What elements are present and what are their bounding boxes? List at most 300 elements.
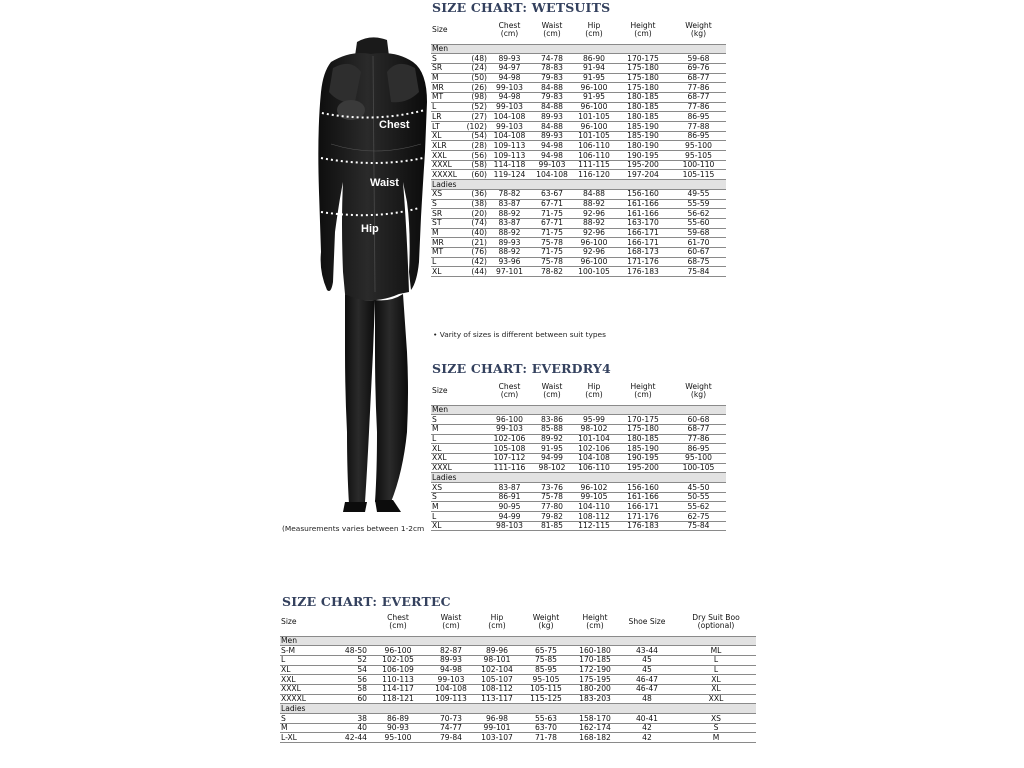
section-header: [431, 473, 726, 483]
table-cell: 95-100: [671, 453, 726, 463]
wetsuits-title: SIZE CHART: WETSUITS: [432, 0, 611, 15]
table-cell: 180-185: [615, 102, 671, 112]
section-label: Men: [431, 405, 726, 415]
table-row: [431, 257, 726, 267]
table-cell: 98-101: [474, 655, 520, 665]
measurement-note: (Measurements varies between 1-2cm: [282, 524, 425, 533]
table-cell: 105-115: [671, 170, 726, 180]
table-cell: 106-110: [573, 151, 615, 161]
table-cell: M: [431, 424, 488, 434]
table-cell: (102): [461, 122, 488, 132]
table-cell: 195-200: [615, 463, 671, 473]
table-cell: 88-92: [573, 218, 615, 228]
table-cell: SR: [431, 209, 461, 219]
table-cell: 85-95: [520, 665, 572, 675]
col-size: Size: [280, 608, 338, 636]
table-row: [431, 92, 726, 102]
table-cell: S: [676, 723, 756, 733]
table-cell: XXXL: [431, 463, 488, 473]
col-height: Height (cm): [615, 16, 671, 44]
table-cell: 94-98: [428, 665, 474, 675]
table-cell: 96-100: [573, 122, 615, 132]
table-cell: 109-113: [428, 694, 474, 704]
section-label: Ladies: [431, 473, 726, 483]
table-cell: 170-185: [572, 655, 618, 665]
table-cell: 68-75: [671, 257, 726, 267]
table-cell: 91-95: [573, 92, 615, 102]
table-cell: 60-68: [671, 415, 726, 425]
table-cell: 197-204: [615, 170, 671, 180]
table-cell: (52): [461, 102, 488, 112]
table-cell: 94-97: [488, 63, 531, 73]
col-waist: Waist (cm): [531, 377, 573, 405]
table-cell: 77-80: [531, 502, 573, 512]
table-cell: 94-98: [488, 73, 531, 83]
table-cell: 89-93: [531, 131, 573, 141]
table-row: [280, 694, 756, 704]
table-cell: 94-98: [488, 92, 531, 102]
table-row: [431, 54, 726, 64]
table-cell: 78-82: [488, 189, 531, 199]
table-cell: 42-44: [338, 733, 368, 743]
table-cell: 111-116: [488, 463, 531, 473]
table-cell: 67-71: [531, 218, 573, 228]
table-cell: 91-95: [531, 444, 573, 454]
table-cell: L: [280, 655, 338, 665]
table-cell: 163-170: [615, 218, 671, 228]
table-cell: MT: [431, 92, 461, 102]
table-cell: XL: [431, 521, 488, 531]
table-cell: 83-86: [531, 415, 573, 425]
table-cell: 83-87: [488, 483, 531, 493]
table-cell: 83-87: [488, 218, 531, 228]
table-cell: (36): [461, 189, 488, 199]
table-cell: S: [431, 199, 461, 209]
table-cell: 102-106: [488, 434, 531, 444]
table-cell: (20): [461, 209, 488, 219]
table-cell: 104-108: [573, 453, 615, 463]
table-row: [431, 483, 726, 493]
table-cell: L: [431, 257, 461, 267]
col-waist: Waist (cm): [531, 16, 573, 44]
table-cell: 60: [338, 694, 368, 704]
table-cell: 112-115: [573, 521, 615, 531]
evertec-body: [280, 636, 756, 743]
table-cell: XXL: [280, 675, 338, 685]
table-cell: 43-44: [618, 646, 676, 656]
table-row: [431, 122, 726, 132]
table-cell: L: [431, 512, 488, 522]
table-cell: 48-50: [338, 646, 368, 656]
table-cell: 95-100: [368, 733, 428, 743]
chest-label: Chest: [379, 119, 410, 131]
table-cell: 45: [618, 655, 676, 665]
table-cell: 100-110: [671, 160, 726, 170]
table-cell: 40: [338, 723, 368, 733]
table-cell: 101-105: [573, 131, 615, 141]
table-cell: 89-96: [474, 646, 520, 656]
table-row: [431, 189, 726, 199]
table-cell: 94-98: [531, 151, 573, 161]
wetsuit-illustration: [291, 32, 451, 514]
table-cell: 166-171: [615, 238, 671, 248]
table-cell: 75-78: [531, 257, 573, 267]
table-row: [431, 209, 726, 219]
table-cell: 104-108: [428, 684, 474, 694]
table-cell: 109-113: [488, 141, 531, 151]
table-cell: 99-103: [428, 675, 474, 685]
table-cell: 89-93: [488, 238, 531, 248]
table-cell: 45-50: [671, 483, 726, 493]
table-cell: (76): [461, 247, 488, 257]
table-row: [431, 151, 726, 161]
table-row: [431, 170, 726, 180]
table-cell: 160-180: [572, 646, 618, 656]
table-cell: 93-96: [488, 257, 531, 267]
table-cell: (28): [461, 141, 488, 151]
table-cell: 77-86: [671, 434, 726, 444]
table-cell: 85-88: [531, 424, 573, 434]
table-cell: MR: [431, 83, 461, 93]
table-cell: S: [431, 54, 461, 64]
table-cell: 70-73: [428, 714, 474, 724]
table-cell: 77-88: [671, 122, 726, 132]
table-cell: 109-113: [488, 151, 531, 161]
table-cell: 106-110: [573, 141, 615, 151]
col-hip: Hip (cm): [474, 608, 520, 636]
table-cell: 89-93: [531, 112, 573, 122]
table-cell: 99-101: [474, 723, 520, 733]
table-row: [431, 512, 726, 522]
table-cell: 89-93: [488, 54, 531, 64]
col-shoe: Shoe Size: [618, 608, 676, 636]
table-row: [431, 453, 726, 463]
table-cell: 176-183: [615, 267, 671, 277]
table-cell: 88-92: [488, 209, 531, 219]
table-cell: 58: [338, 684, 368, 694]
table-cell: 46-47: [618, 684, 676, 694]
table-cell: 116-120: [573, 170, 615, 180]
table-cell: 90-93: [368, 723, 428, 733]
table-cell: 79-83: [531, 73, 573, 83]
table-cell: 161-166: [615, 492, 671, 502]
table-cell: XXL: [431, 151, 461, 161]
table-cell: 84-88: [531, 83, 573, 93]
table-cell: 166-171: [615, 502, 671, 512]
table-cell: S-M: [280, 646, 338, 656]
table-cell: 75-84: [671, 267, 726, 277]
table-cell: 111-115: [573, 160, 615, 170]
table-cell: 108-112: [474, 684, 520, 694]
section-header: [280, 704, 756, 714]
table-cell: 86-95: [671, 444, 726, 454]
table-cell: 52: [338, 655, 368, 665]
col-boot: Dry Suit Boo (optional): [676, 608, 756, 636]
table-cell: 92-96: [573, 228, 615, 238]
table-cell: 96-100: [573, 102, 615, 112]
table-cell: (42): [461, 257, 488, 267]
table-cell: (26): [461, 83, 488, 93]
col-hip: Hip (cm): [573, 377, 615, 405]
table-cell: 96-100: [573, 238, 615, 248]
table-cell: 84-88: [531, 102, 573, 112]
table-cell: 161-166: [615, 209, 671, 219]
table-cell: 195-200: [615, 160, 671, 170]
table-cell: 100-105: [671, 463, 726, 473]
table-cell: 114-117: [368, 684, 428, 694]
table-cell: 102-104: [474, 665, 520, 675]
table-row: [431, 415, 726, 425]
wetsuits-size-table: [431, 16, 726, 277]
table-cell: (38): [461, 199, 488, 209]
table-row: [431, 131, 726, 141]
table-row: [431, 228, 726, 238]
table-cell: 98-102: [531, 463, 573, 473]
table-cell: XXXXL: [280, 694, 338, 704]
table-row: [431, 112, 726, 122]
table-cell: 75-78: [531, 238, 573, 248]
table-cell: 170-175: [615, 415, 671, 425]
table-cell: 99-103: [488, 83, 531, 93]
table-row: [431, 463, 726, 473]
table-cell: 168-182: [572, 733, 618, 743]
table-cell: 55-62: [671, 502, 726, 512]
table-cell: 55-60: [671, 218, 726, 228]
col-weight: Weight (kg): [671, 377, 726, 405]
table-cell: 89-92: [531, 434, 573, 444]
everdry-title: SIZE CHART: EVERDRY4: [432, 361, 611, 376]
table-row: [280, 714, 756, 724]
table-cell: 83-87: [488, 199, 531, 209]
table-cell: 172-190: [572, 665, 618, 675]
table-cell: 86-90: [573, 54, 615, 64]
table-cell: XXL: [431, 453, 488, 463]
table-cell: 95-105: [671, 151, 726, 161]
table-cell: 89-93: [428, 655, 474, 665]
table-cell: 106-109: [368, 665, 428, 675]
section-label: Men: [431, 44, 726, 54]
table-row: [280, 675, 756, 685]
evertec-title: SIZE CHART: EVERTEC: [282, 594, 451, 609]
wetsuits-body: [431, 44, 726, 277]
table-cell: (48): [461, 54, 488, 64]
table-row: [431, 434, 726, 444]
table-cell: 54: [338, 665, 368, 675]
table-cell: 180-185: [615, 92, 671, 102]
table-cell: 100-105: [573, 267, 615, 277]
table-cell: 67-71: [531, 199, 573, 209]
table-cell: 46-47: [618, 675, 676, 685]
table-cell: 94-98: [531, 141, 573, 151]
table-cell: SR: [431, 63, 461, 73]
col-size: Size: [431, 377, 488, 405]
table-cell: 156-160: [615, 483, 671, 493]
table-cell: 40-41: [618, 714, 676, 724]
table-cell: XL: [431, 444, 488, 454]
table-cell: 71-75: [531, 228, 573, 238]
table-cell: 78-83: [531, 63, 573, 73]
table-cell: 105-107: [474, 675, 520, 685]
table-cell: L: [431, 434, 488, 444]
table-cell: S: [431, 415, 488, 425]
table-cell: 176-183: [615, 521, 671, 531]
table-cell: 103-107: [474, 733, 520, 743]
table-cell: 56: [338, 675, 368, 685]
table-cell: 91-94: [573, 63, 615, 73]
section-label: Men: [280, 636, 756, 646]
table-cell: 183-203: [572, 694, 618, 704]
table-cell: M: [431, 502, 488, 512]
table-cell: XL: [431, 267, 461, 277]
table-cell: 49-55: [671, 189, 726, 199]
table-cell: 96-100: [488, 415, 531, 425]
hip-label: Hip: [361, 223, 379, 235]
everdry-body: [431, 405, 726, 531]
table-cell: L-XL: [280, 733, 338, 743]
col-chest: Chest (cm): [368, 608, 428, 636]
table-cell: 161-166: [615, 199, 671, 209]
section-header: [431, 405, 726, 415]
table-cell: XXL: [676, 694, 756, 704]
table-cell: (50): [461, 73, 488, 83]
table-cell: (44): [461, 267, 488, 277]
table-cell: 98-102: [573, 424, 615, 434]
table-cell: 171-176: [615, 512, 671, 522]
table-cell: 104-108: [488, 112, 531, 122]
table-cell: 86-91: [488, 492, 531, 502]
table-cell: 104-108: [488, 131, 531, 141]
table-row: [431, 238, 726, 248]
table-cell: 171-176: [615, 257, 671, 267]
table-cell: S: [431, 492, 488, 502]
section-header: [431, 180, 726, 190]
table-cell: 82-87: [428, 646, 474, 656]
table-cell: 68-77: [671, 424, 726, 434]
table-cell: 190-195: [615, 453, 671, 463]
table-cell: 81-85: [531, 521, 573, 531]
table-cell: XL: [280, 665, 338, 675]
wetsuits-note: • Varity of sizes is different between suit types: [433, 330, 606, 339]
col-weight: Weight (kg): [520, 608, 572, 636]
table-cell: 96-100: [368, 646, 428, 656]
table-cell: MT: [431, 247, 461, 257]
table-row: [280, 723, 756, 733]
table-cell: 86-95: [671, 131, 726, 141]
table-cell: 55-63: [520, 714, 572, 724]
table-cell: 77-86: [671, 83, 726, 93]
table-row: [431, 247, 726, 257]
table-cell: 180-190: [615, 141, 671, 151]
table-cell: ST: [431, 218, 461, 228]
table-row: [431, 267, 726, 277]
table-cell: 65-75: [520, 646, 572, 656]
table-cell: 88-92: [573, 199, 615, 209]
table-row: [431, 492, 726, 502]
table-cell: 170-175: [615, 54, 671, 64]
table-cell: 99-105: [573, 492, 615, 502]
table-row: [280, 665, 756, 675]
table-row: [431, 102, 726, 112]
table-cell: 63-70: [520, 723, 572, 733]
table-cell: 96-100: [573, 83, 615, 93]
section-label: Ladies: [280, 704, 756, 714]
section-header: [280, 636, 756, 646]
col-hip: Hip (cm): [573, 16, 615, 44]
table-cell: 75-84: [671, 521, 726, 531]
table-cell: 77-86: [671, 102, 726, 112]
table-cell: 162-174: [572, 723, 618, 733]
table-cell: 48: [618, 694, 676, 704]
col-waist: Waist (cm): [428, 608, 474, 636]
table-cell: 118-121: [368, 694, 428, 704]
table-cell: 92-96: [573, 209, 615, 219]
col-chest: Chest (cm): [488, 377, 531, 405]
table-cell: 101-105: [573, 112, 615, 122]
table-cell: (24): [461, 63, 488, 73]
table-cell: 95-99: [573, 415, 615, 425]
table-cell: 98-103: [488, 521, 531, 531]
table-cell: 50-55: [671, 492, 726, 502]
table-cell: 38: [338, 714, 368, 724]
table-cell: (56): [461, 151, 488, 161]
table-cell: (60): [461, 170, 488, 180]
table-cell: 95-100: [671, 141, 726, 151]
table-cell: L: [676, 665, 756, 675]
table-cell: 90-95: [488, 502, 531, 512]
table-cell: 175-195: [572, 675, 618, 685]
table-cell: XS: [431, 483, 488, 493]
table-cell: 92-96: [573, 247, 615, 257]
table-cell: 45: [618, 665, 676, 675]
table-cell: M: [280, 723, 338, 733]
table-cell: 74-77: [428, 723, 474, 733]
table-cell: 185-190: [615, 444, 671, 454]
table-cell: M: [431, 228, 461, 238]
table-cell: M: [431, 73, 461, 83]
table-cell: 156-160: [615, 189, 671, 199]
table-cell: 115-125: [520, 694, 572, 704]
table-cell: 79-84: [428, 733, 474, 743]
table-cell: (54): [461, 131, 488, 141]
col-height: Height (cm): [615, 377, 671, 405]
table-row: [280, 655, 756, 665]
table-cell: 56-62: [671, 209, 726, 219]
table-cell: 71-75: [531, 247, 573, 257]
table-cell: XS: [431, 189, 461, 199]
table-cell: S: [280, 714, 338, 724]
table-cell: 62-75: [671, 512, 726, 522]
waist-label: Waist: [370, 177, 399, 189]
table-cell: 88-92: [488, 228, 531, 238]
table-cell: 99-103: [488, 424, 531, 434]
table-cell: XXXXL: [431, 170, 461, 180]
table-cell: 75-78: [531, 492, 573, 502]
table-cell: 102-105: [368, 655, 428, 665]
table-cell: 69-76: [671, 63, 726, 73]
table-cell: 96-102: [573, 483, 615, 493]
table-cell: 74-78: [531, 54, 573, 64]
table-cell: 79-83: [531, 92, 573, 102]
section-label: Ladies: [431, 180, 726, 190]
table-cell: 71-78: [520, 733, 572, 743]
table-cell: (21): [461, 238, 488, 248]
table-row: [431, 502, 726, 512]
table-cell: M: [676, 733, 756, 743]
table-cell: 42: [618, 723, 676, 733]
table-cell: 75-85: [520, 655, 572, 665]
table-cell: 185-190: [615, 122, 671, 132]
col-chest: Chest (cm): [488, 16, 531, 44]
